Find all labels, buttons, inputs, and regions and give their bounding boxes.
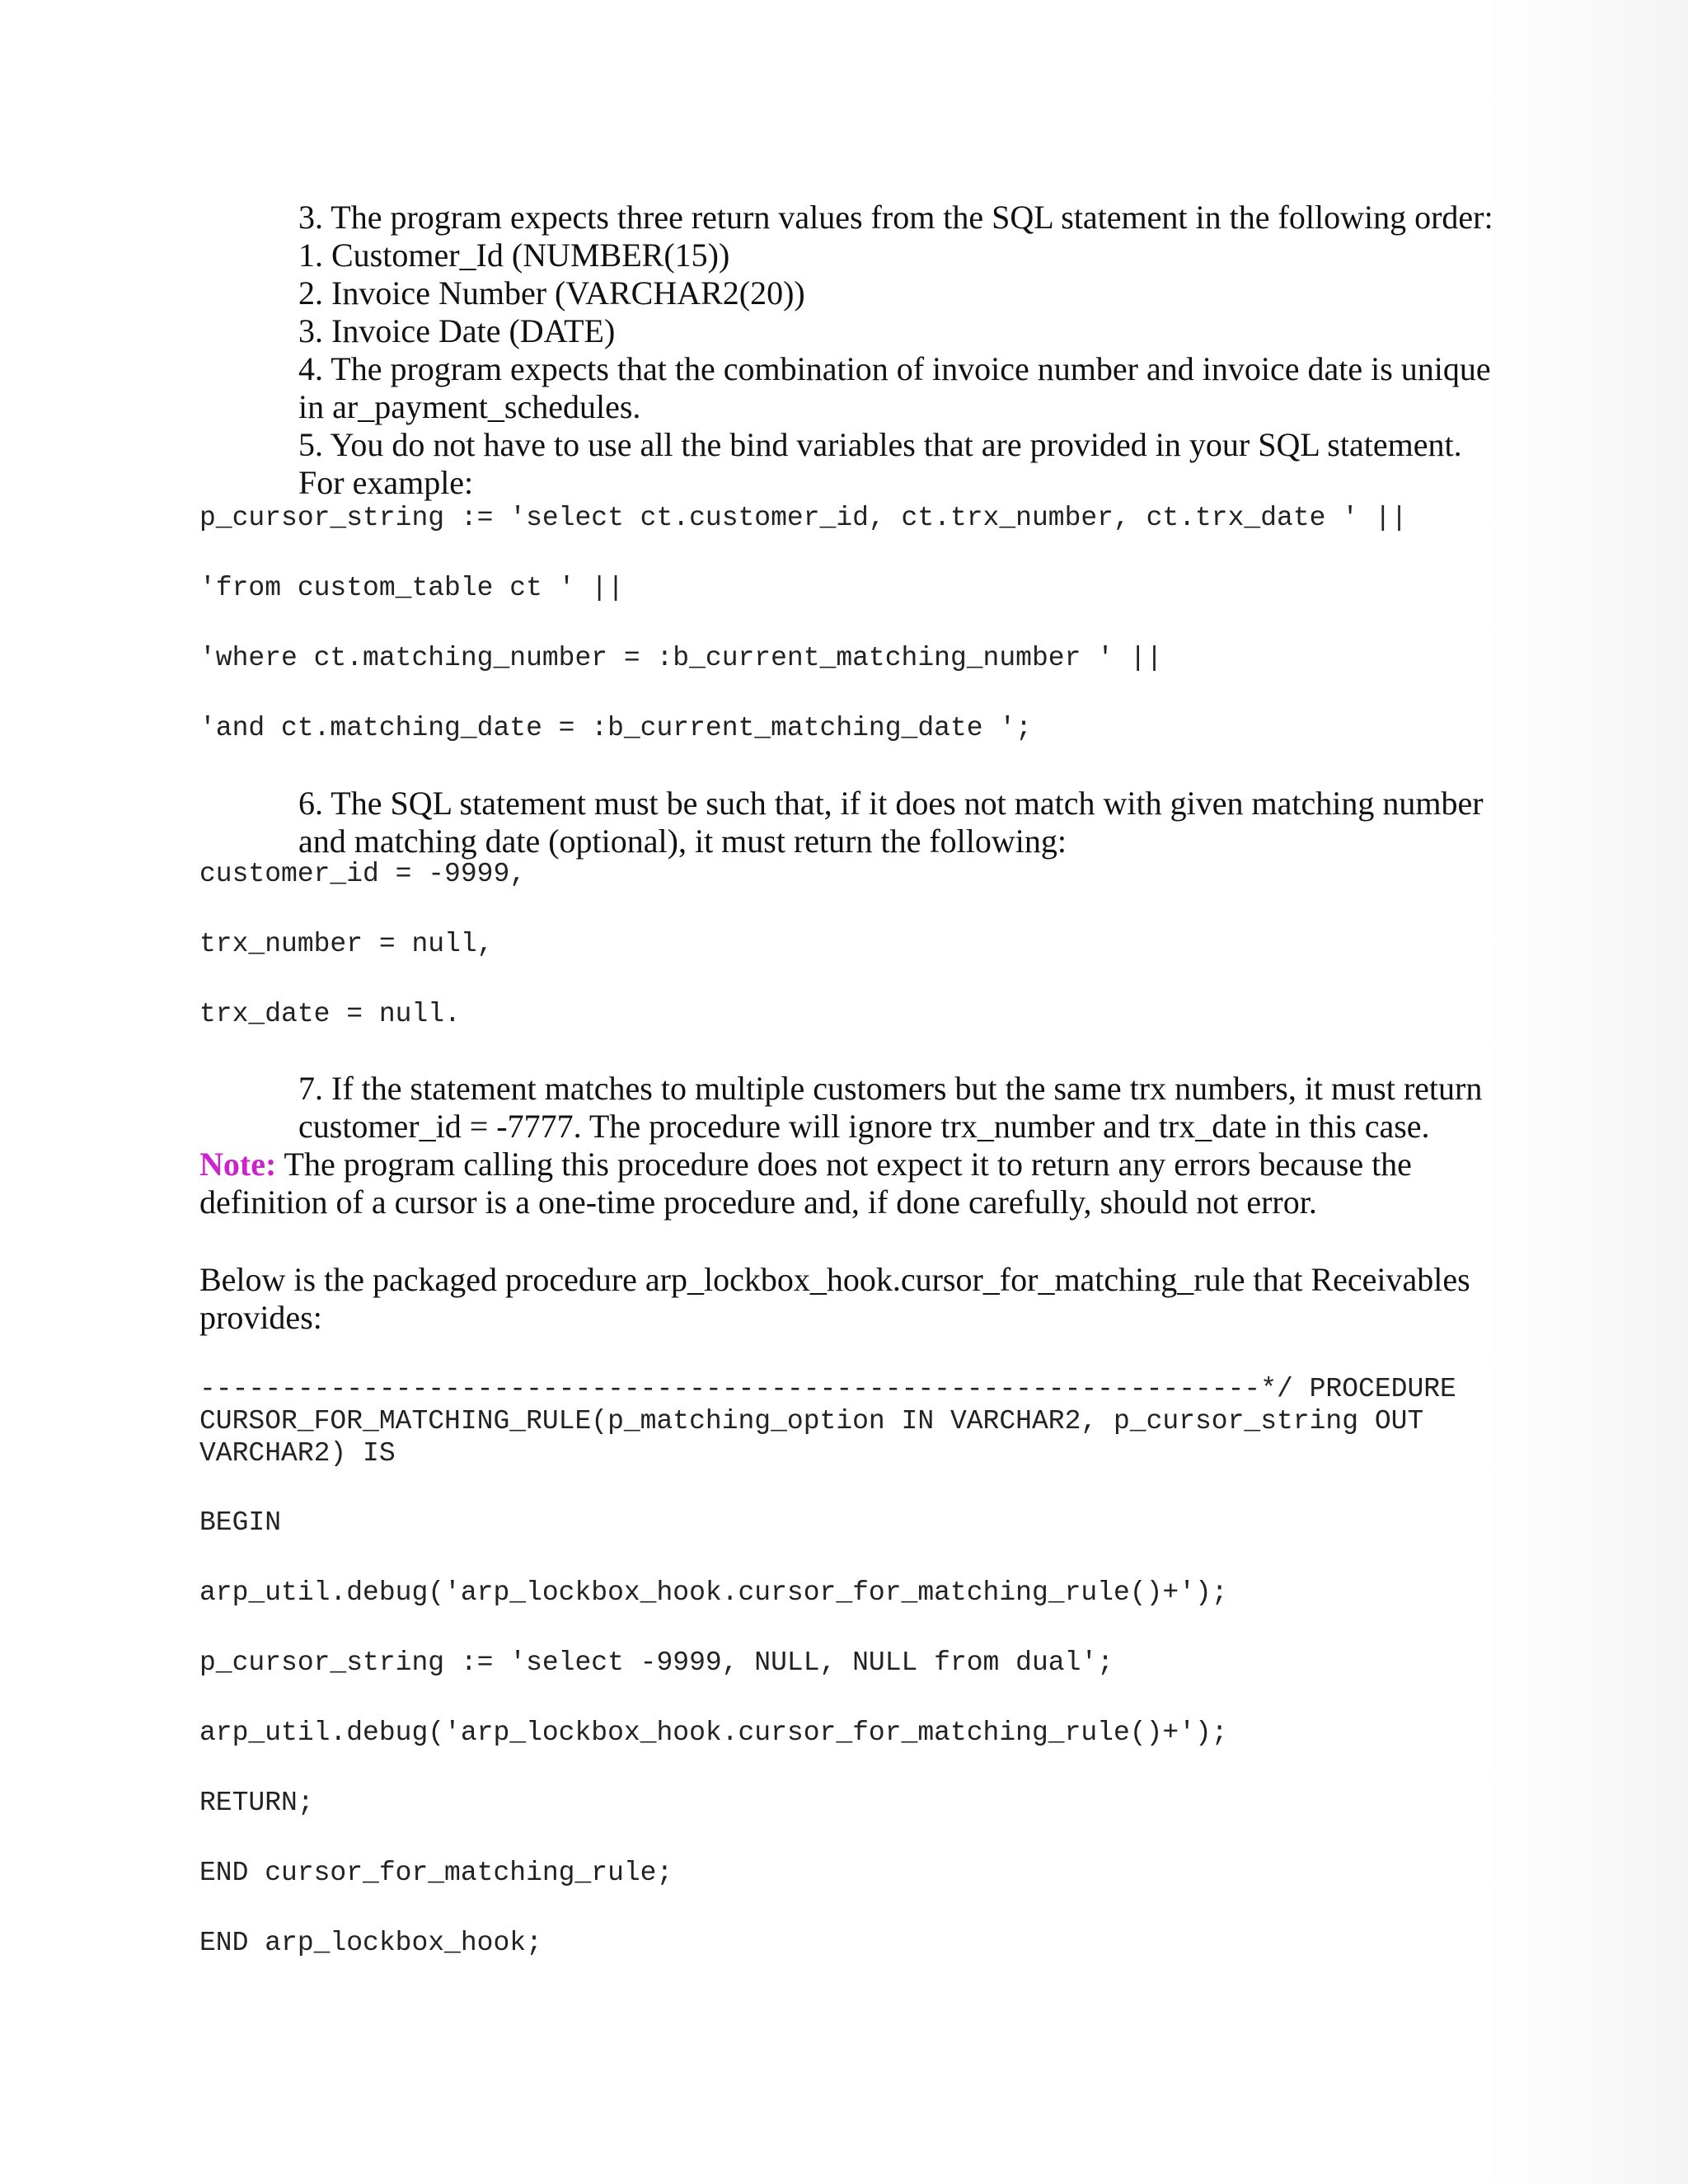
below-line-2: provides: <box>199 1299 322 1336</box>
procedure-header-line-1: -----------------------------------------------------------------*/ PROCEDURE <box>199 1374 1456 1404</box>
list-item-5-line-2: For example: <box>298 464 474 501</box>
procedure-body-debug-1: arp_util.debug('arp_lockbox_hook.cursor_for_matching_rule()+'); <box>199 1577 1228 1608</box>
procedure-body-end-cursor: END cursor_for_matching_rule; <box>199 1858 673 1888</box>
list-item-7-line-1: 7. If the statement matches to multiple customers but the same trx numbers, it must return <box>298 1070 1483 1107</box>
procedure-body-assign: p_cursor_string := 'select -9999, NULL, NULL from dual'; <box>199 1647 1114 1678</box>
procedure-body-return: RETURN; <box>199 1788 314 1818</box>
procedure-body-end-package: END arp_lockbox_hook; <box>199 1928 542 1958</box>
code-example-line-3: 'where ct.matching_number = :b_current_matching_number ' || <box>199 643 1163 673</box>
code-example-line-1: p_cursor_string := 'select ct.customer_id, ct.trx_number, ct.trx_date ' || <box>199 503 1408 533</box>
code-return-line-1: customer_id = -9999, <box>199 859 527 889</box>
sublist-item-1: 1. Customer_Id (NUMBER(15)) <box>298 237 730 274</box>
below-line-1: Below is the packaged procedure arp_lockbox_hook.cursor_for_matching_rule that Receivables <box>199 1261 1470 1298</box>
list-item-6-line-2: and matching date (optional), it must return the following: <box>298 823 1067 860</box>
code-return-line-2: trx_number = null, <box>199 929 494 959</box>
note-label: Note: <box>199 1146 277 1183</box>
list-item-6-line-1: 6. The SQL statement must be such that, if it does not match with given matching number <box>298 785 1484 822</box>
sublist-item-3: 3. Invoice Date (DATE) <box>298 312 616 349</box>
procedure-body-begin: BEGIN <box>199 1507 282 1538</box>
code-example-line-2: 'from custom_table ct ' || <box>199 573 624 603</box>
procedure-header-line-2: CURSOR_FOR_MATCHING_RULE(p_matching_option IN VARCHAR2, p_cursor_string OUT <box>199 1406 1424 1436</box>
list-item-5-line-1: 5. You do not have to use all the bind variables that are provided in your SQL statement. <box>298 426 1462 463</box>
note-text: The program calling this procedure does not expect it to return any errors because the <box>276 1146 1412 1183</box>
note-line-2: definition of a cursor is a one-time procedure and, if done carefully, should not error. <box>199 1183 1317 1221</box>
code-return-line-3: trx_date = null. <box>199 999 461 1029</box>
procedure-header-line-3: VARCHAR2) IS <box>199 1438 396 1469</box>
note-line-1 <box>199 1146 1485 1183</box>
sublist-item-2: 2. Invoice Number (VARCHAR2(20)) <box>298 274 805 312</box>
list-item-7-line-2: customer_id = -7777. The procedure will ignore trx_number and trx_date in this case. <box>298 1108 1430 1145</box>
procedure-body-debug-2: arp_util.debug('arp_lockbox_hook.cursor_for_matching_rule()+'); <box>199 1718 1228 1748</box>
list-item-4-line-2: in ar_payment_schedules. <box>298 388 641 425</box>
code-example-line-4: 'and ct.matching_date = :b_current_matching_date '; <box>199 713 1032 743</box>
list-item-4-line-1: 4. The program expects that the combination of invoice number and invoice date is unique <box>298 350 1491 387</box>
list-item-3: 3. The program expects three return values from the SQL statement in the following order: <box>298 199 1493 236</box>
